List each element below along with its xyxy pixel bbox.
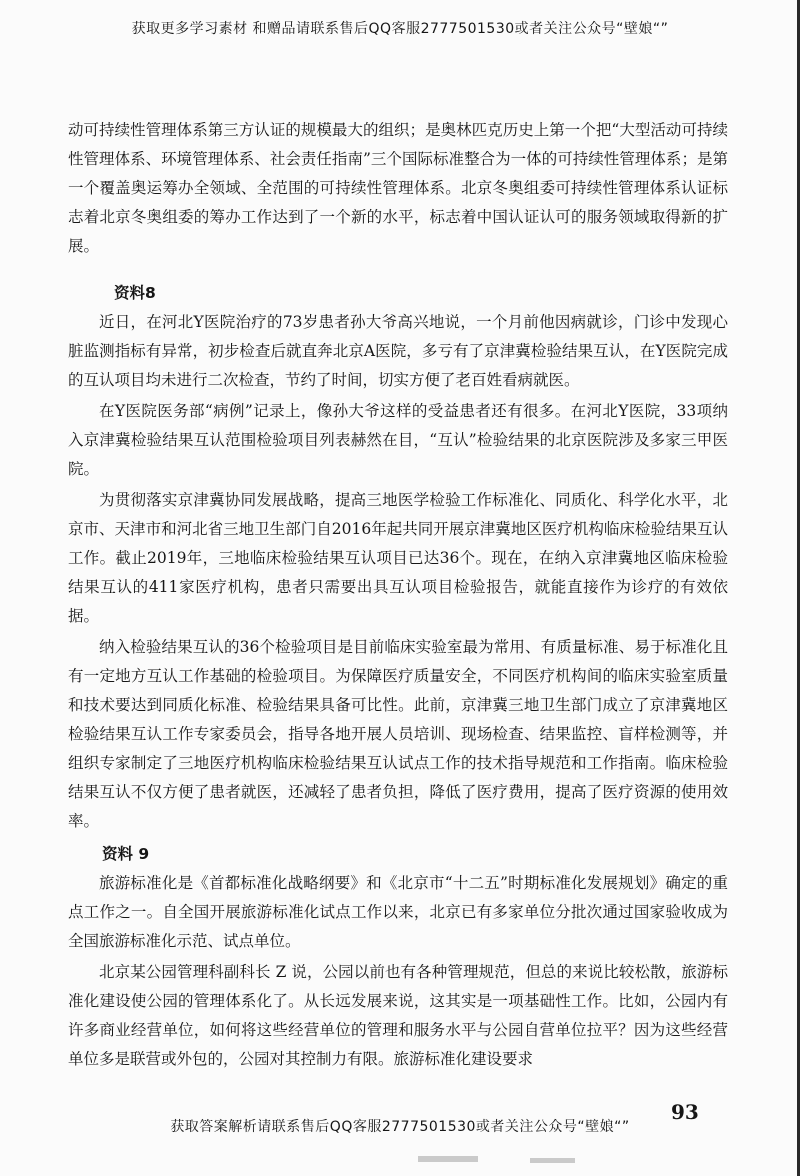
material-9-paragraph-1: 旅游标准化是《首都标准化战略纲要》和《北京市“十二五”时期标准化发展规划》确定的重点工作之一。自全国开展旅游标准化试点工作以来，北京已有多家单位分批次通过国家验收成为全国旅游标准化示范、试点单位。 [68,874,728,950]
scan-smudge [418,1156,478,1162]
document-body [68,116,728,261]
paragraph-intro: 动可持续性管理体系第三方认证的规模最大的组织；是奥林匹克历史上第一个把“大型活动可持续性管理体系、环境管理体系、社会责任指南”三个国际标准整合为一体的可持续性管理体系；是第一个覆盖奥运筹办全领域、全范围的可持续性管理体系。北京冬奥组委可持续性管理体系认证标志着北京冬奥组委的筹办工作达到了一个新的水平，标志着中国认证认可的服务领域取得新的扩展。 [68,121,728,255]
material-8-paragraph-4: 纳入检验结果互认的36个检验项目是目前临床实验室最为常用、有质量标准、易于标准化且有一定地方互认工作基础的检验项目。为保障医疗质量安全，不同医疗机构间的临床实验室质量和技术要达到同质化标准、检验结果具备可比性。此前，京津冀三地卫生部门成立了京津冀地区检验结果互认工作专家委员会，指导各地开展人员培训、现场检查、结果监控、盲样检测等，并组织专家制定了三地医疗机构临床检验结果互认试点工作的技术指导规范和工作指南。临床检验结果互认不仅方便了患者就医，还减轻了患者负担，降低了医疗费用，提高了医疗资源的使用效率。 [68,638,728,830]
material-8-paragraph-1: 近日，在河北Y医院治疗的73岁患者孙大爷高兴地说，一个月前他因病就诊，门诊中发现心脏监测指标有异常，初步检查后就直奔北京A医院，多亏有了京津冀检验结果互认，在Y医院完成的互认项目均未进行二次检查，节约了时间，切实方便了老百姓看病就医。 [68,313,728,389]
page-header-watermark: 获取更多学习素材 和赠品请联系售后QQ客服2777501530或者关注公众号“壁娘“” [131,21,669,37]
material-8-heading: 资料8 [114,284,156,302]
material-8-paragraph-3: 为贯彻落实京津冀协同发展战略，提高三地医学检验工作标准化、同质化、科学化水平，北京市、天津市和河北省三地卫生部门自2016年起共同开展京津冀地区医疗机构临床检验结果互认工作。截止2019年，三地临床检验结果互认项目已达36个。现在，在纳入京津冀地区临床检验结果互认的411家医疗机构，患者只需要出具互认项目检验报告，就能直接作为诊疗的有效依据。 [68,491,728,625]
material-9-heading: 资料 9 [102,845,150,863]
scan-smudge [530,1158,575,1163]
material-8-section [68,279,728,836]
material-9-paragraph-2: 北京某公园管理科副科长 Z 说，公园以前也有各种管理规范，但总的来说比较松散，旅游标准化建设使公园的管理体系化了。从长远发展来说，这其实是一项基础性工作。比如，公园内有许多商业经营单位，如何将这些经营单位的管理和服务水平与公园自营单位拉平？因为这些经营单位多是联营或外包的，公园对其控制力有限。旅游标准化建设要求 [68,963,728,1068]
material-8-paragraph-2: 在Y医院医务部“病例”记录上，像孙大爷这样的受益患者还有很多。在河北Y医院，33项纳入京津冀检验结果互认范围检验项目列表赫然在目，“互认”检验结果的北京医院涉及多家三甲医院。 [68,402,728,478]
page-number: 93 [671,1100,699,1124]
page-footer-watermark: 获取答案解析请联系售后QQ客服2777501530或者关注公众号“壁娘“” [170,1119,630,1135]
material-9-section [68,840,728,1074]
